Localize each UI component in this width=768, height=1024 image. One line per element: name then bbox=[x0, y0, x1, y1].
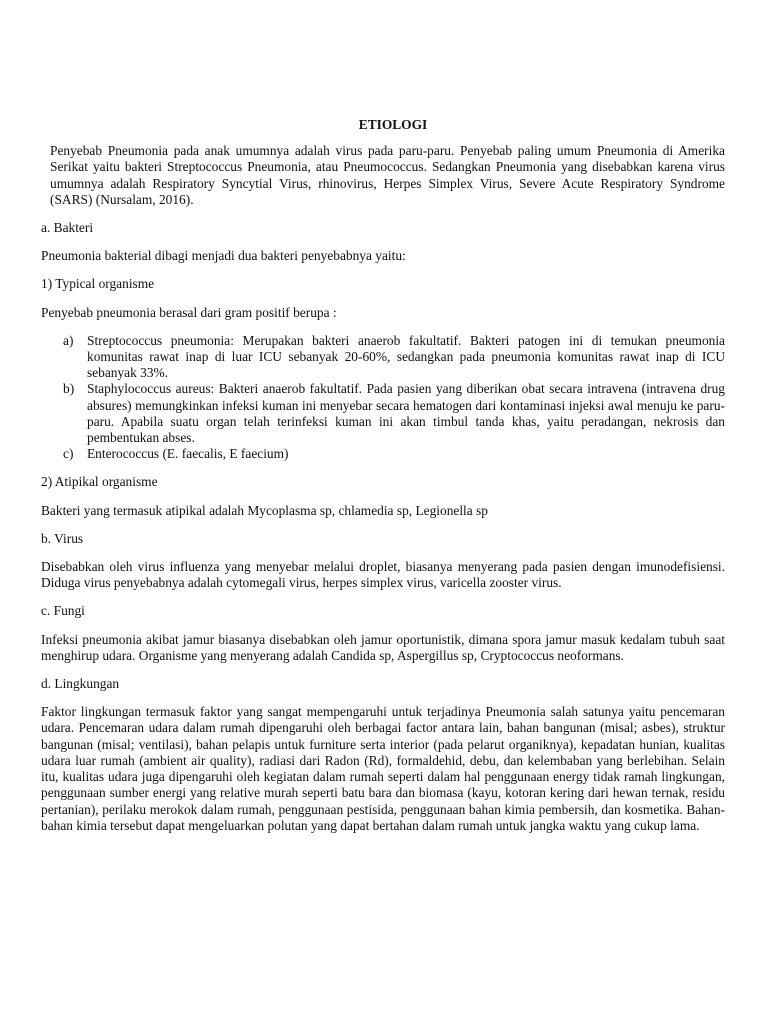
list-item-text: Staphylococcus aureus: Bakteri anaerob fakultatif. Pada pasien yang diberikan obat secara intravena (intravena drug absures) memungkinkan infeksi kuman ini menyebar secara hematogen dari kontaminasi injeksi awal menuju ke paru- paru. Apabila suatu organ telah terinfeksi kuman ini akan timbul tanda khas, yaitu peradangan, nekrosis dan pembentukan abses. bbox=[87, 381, 725, 446]
list-marker: b) bbox=[63, 381, 75, 397]
list-marker: a) bbox=[63, 332, 74, 348]
list-item-text: Streptococcus pneumonia: Merupakan bakteri anaerob fakultatif. Bakteri patogen ini di temukan pneumonia komunitas rawat inap di luar ICU sebanyak 20-60%, sedangkan pada pneumonia komunitas rawat inap di ICU sebanyak 33%. bbox=[87, 332, 725, 381]
section-c-text: Infeksi pneumonia akibat jamur biasanya disebabkan oleh jamur oportunistik, dimana spora jamur masuk kedalam tubuh saat menghirup udara. Organisme yang menyerang adalah Candida sp, Aspergillus sp, Cryptococcus neoformans. bbox=[41, 631, 725, 663]
list-item bbox=[63, 446, 725, 462]
section-d-heading: d. Lingkungan bbox=[41, 676, 120, 692]
list-marker: c) bbox=[63, 446, 74, 462]
page-title: ETIOLOGI bbox=[358, 117, 428, 132]
atypical-text: Bakteri yang termasuk atipikal adalah Mycoplasma sp, chlamedia sp, Legionella sp bbox=[41, 502, 488, 518]
typical-organism-list bbox=[41, 333, 725, 463]
typical-heading: 1) Typical organisme bbox=[41, 276, 155, 292]
section-a-heading: a. Bakteri bbox=[41, 220, 94, 236]
intro-paragraph: Penyebab Pneumonia pada anak umumnya adalah virus pada paru-paru. Penyebab paling umum Pneumonia di Amerika Serikat yaitu bakteri Streptococcus Pneumonia, atau Pneumococcus. Sedangkan Pneumonia yang disebabkan karena virus umumnya adalah Respiratory Syncytial Virus, rhinovirus, Herpes Simplex Virus, Severe Acute Respiratory Syndrome (SARS) (Nursalam, 2016). bbox=[50, 143, 725, 207]
list-item bbox=[63, 332, 725, 382]
section-b-text: Disebabkan oleh virus influenza yang menyebar melalui droplet, biasanya menyerang pada pasien dengan imunodefisiensi. Diduga virus penyebabnya adalah cytomegali virus, herpes simplex virus, varicella zooster virus. bbox=[41, 559, 725, 591]
atypical-heading: 2) Atipikal organisme bbox=[41, 474, 158, 490]
list-item bbox=[63, 381, 725, 446]
section-c-heading: c. Fungi bbox=[41, 603, 85, 619]
list-item-text: Enterococcus (E. faecalis, E faecium) bbox=[87, 446, 289, 462]
typical-intro: Penyebab pneumonia berasal dari gram positif berupa : bbox=[41, 304, 337, 320]
section-a-intro: Pneumonia bakterial dibagi menjadi dua bakteri penyebabnya yaitu: bbox=[41, 248, 406, 264]
section-b-heading: b. Virus bbox=[41, 530, 84, 546]
section-d-text: Faktor lingkungan termasuk faktor yang sangat mempengaruhi untuk terjadinya Pneumonia salah satunya yaitu pencemaran udara. Pencemaran udara dalam rumah dipengaruhi oleh berbagai factor antara lain, bahan bangunan (misal; asbes), struktur bangunan (misal; ventilasi), bahan pelapis untuk furniture serta interior (pada pelarut organiknya), kepadatan hunian, kualitas udara luar rumah (ambient air quality), radiasi dari Radon (Rd), formaldehid, debu, dan kelembaban yang berlebihan. Selain itu, kualitas udara juga dipengaruhi oleh kegiatan dalam rumah seperti dalam hal penggunaan energy tidak ramah lingkungan, penggunaan sumber energi yang relative murah seperti batu bara dan biomasa (kayu, kotoran kering dari hewan ternak, residu pertanian), perilaku merokok dalam rumah, penggunaan pestisida, penggunaan bahan kimia pembersih, dan kosmetika. Bahan-bahan kimia tersebut dapat mengeluarkan polutan yang dapat bertahan dalam rumah untuk jangka waktu yang cukup lama. bbox=[41, 704, 725, 833]
